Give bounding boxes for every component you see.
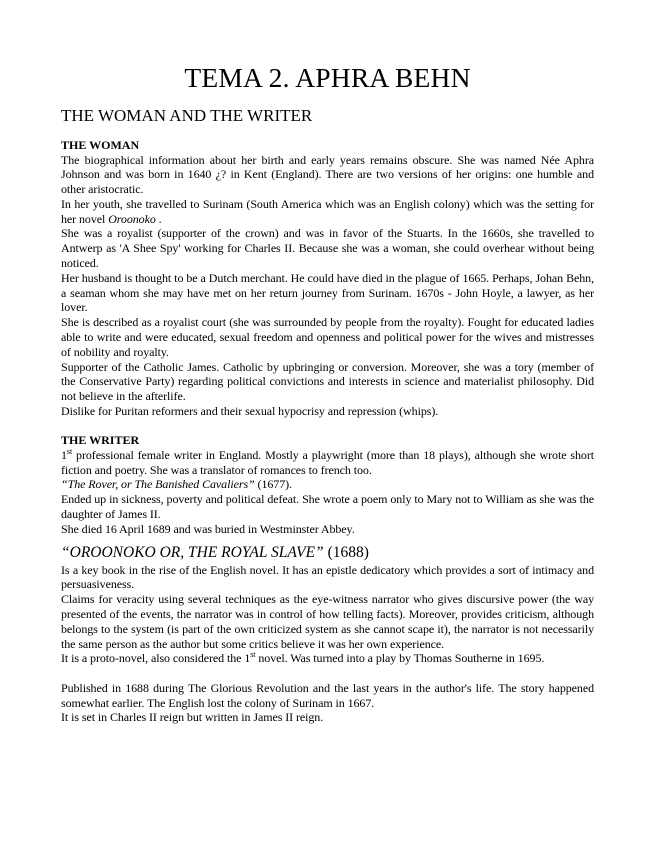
section-the-writer bbox=[61, 433, 594, 536]
play-title-rover: “The Rover, or The Banished Cavaliers” bbox=[61, 477, 255, 492]
woman-paragraph-7: Dislike for Puritan reformers and their sexual hypocrisy and repression (whips). bbox=[61, 404, 439, 419]
writer-p1-text: professional female writer in England. Mostly a playwright (more than 18 plays), although she wrote short fiction and poetry. She was a translator of romances to french too. bbox=[61, 447, 594, 477]
spacer bbox=[61, 666, 594, 681]
ordinal-suffix: st bbox=[66, 446, 73, 456]
writer-paragraph-3: Ended up in sickness, poverty and political defeat. She wrote a poem only to Mary not to William as she was the daughter of James II. bbox=[61, 492, 594, 522]
oroonoko-paragraph-2: Claims for veracity using several techniques as the eye-witness narrator who gives discursive power (the way presented of the events, the narrator was in control of how telling facts). Moreover, provides criticism, although belongs to the system (is part of the own criticized system as she cannot scape it), the narrator is not necessarily the same person as the author but some critics believe it was her own experience. bbox=[61, 592, 594, 651]
woman-paragraph-3: She was a royalist (supporter of the crown) and was in favor of the Stuarts. In the 1660s, she travelled to Antwerp as 'A Shee Spy' working for Charles II. Because she was a woman, she could overhear without being noticed. bbox=[61, 226, 594, 271]
woman-paragraph-2 bbox=[61, 197, 594, 227]
oroonoko-paragraph-4: Published in 1688 during The Glorious Revolution and the last years in the author's life. The story happened somewhat earlier. The English lost the colony of Surinam in 1667. bbox=[61, 680, 594, 710]
page-title: TEMA 2. APHRA BEHN bbox=[184, 62, 471, 93]
woman-paragraph-1: The biographical information about her birth and early years remains obscure. She was named Née Aphra Johnson and was born in 1640 ¿? in Kent (England). There are two versions of her origins: one humble and other aristocratic. bbox=[61, 152, 594, 197]
oroonoko-paragraph-5: It is set in Charles II reign but written in James II reign. bbox=[61, 710, 324, 725]
section-the-woman bbox=[61, 138, 594, 419]
page-subtitle: THE WOMAN AND THE WRITER bbox=[61, 106, 313, 125]
woman-p2-end: . bbox=[155, 211, 162, 226]
spacer bbox=[61, 419, 594, 434]
document-page bbox=[61, 62, 594, 725]
oroonoko-paragraph-1: Is a key book in the rise of the English novel. It has an epistle dedicatory which provides a sort of intimacy and persuasiveness. bbox=[61, 562, 594, 592]
ordinal-suffix: st bbox=[250, 650, 256, 660]
writer-paragraph-2 bbox=[61, 477, 594, 492]
section-oroonoko bbox=[61, 543, 594, 725]
writer-paragraph-1 bbox=[61, 448, 594, 478]
ordinal-number: 1 bbox=[61, 447, 67, 462]
oroonoko-p3-end: novel. Was turned into a play by Thomas Southerne in 1695. bbox=[255, 651, 545, 666]
oroonoko-paragraph-3 bbox=[61, 651, 594, 666]
woman-paragraph-6: Supporter of the Catholic James. Catholic by upbringing or conversion. Moreover, she was a tory (member of the Conservative Party) regarding political convictions and interests in science and materialist philosophy. Did not believe in the afterlife. bbox=[61, 359, 594, 404]
novel-title-oroonoko: Oroonoko bbox=[108, 211, 156, 226]
oroonoko-p3-text: It is a proto-novel, also considered the 1 bbox=[61, 651, 251, 666]
woman-paragraph-4: Her husband is thought to be a Dutch merchant. He could have died in the plague of 1665. Perhaps, Johan Behn, a seaman whom she may have met on her return journey from Surinam. 1670s - John Hoyle, a lawyer, as her lover. bbox=[61, 270, 594, 315]
woman-paragraph-5: She is described as a royalist court (she was surrounded by people from the royalty). Fought for educated ladies able to write and were educated, sexual freedom and openness and political power for the wives and mistresses of nobility and royalty. bbox=[61, 315, 594, 359]
play-year: (1677). bbox=[254, 477, 292, 492]
section-heading-oroonoko bbox=[61, 543, 594, 563]
section-heading-writer: THE WRITER bbox=[61, 433, 140, 448]
oroonoko-year: (1688) bbox=[323, 543, 369, 561]
section-heading-woman: THE WOMAN bbox=[61, 138, 140, 152]
oroonoko-title: “OROONOKO OR, THE ROYAL SLAVE” bbox=[61, 543, 324, 561]
writer-paragraph-4: She died 16 April 1689 and was buried in Westminster Abbey. bbox=[61, 521, 355, 536]
woman-p2-text: In her youth, she travelled to Surinam (South America which was an English colony) which was the setting for her novel bbox=[61, 196, 594, 226]
